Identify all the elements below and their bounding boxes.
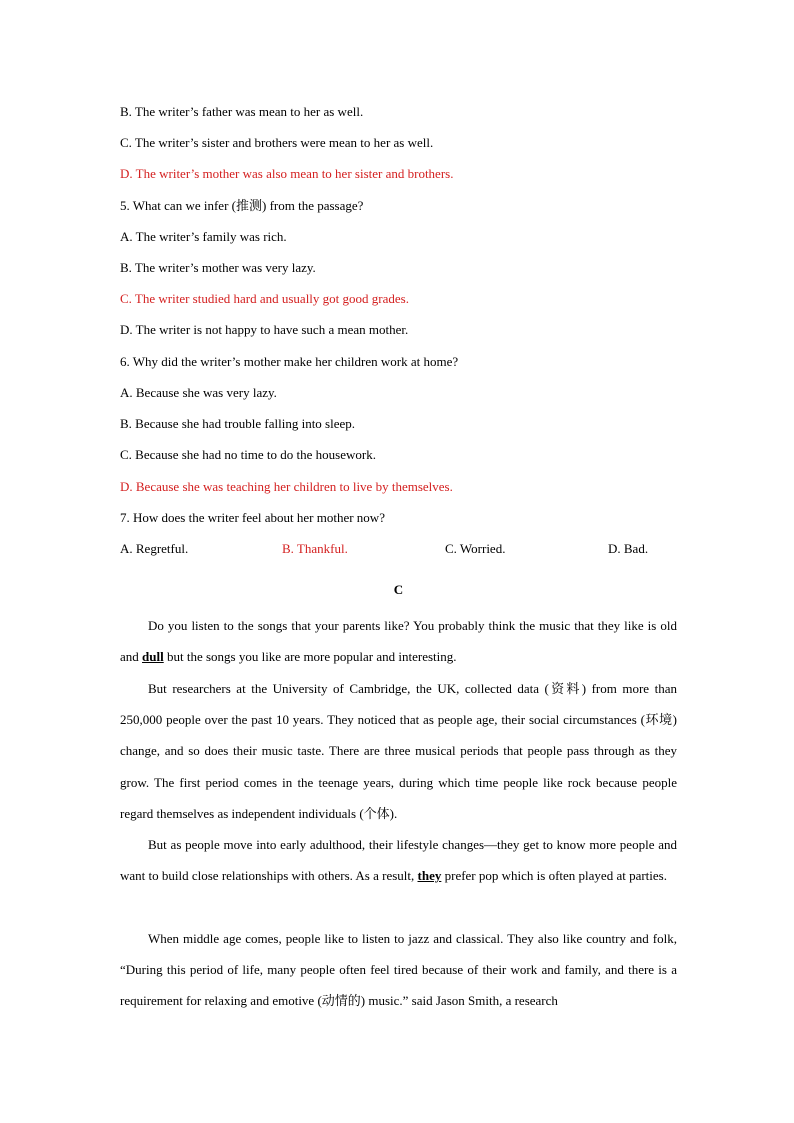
paragraph-1-text-end: but the songs you like are more popular and interesting. [163,649,457,665]
q5-question: 5. What can we infer (推测) from the passage? [120,198,364,213]
keyword-dull: dull [142,649,164,665]
q7-option-a: A. Regretful. [120,541,189,556]
q5-option-d: D. The writer is not happy to have such a mean mother. [120,322,409,337]
q4-option-d-answer: D. The writer’s mother was also mean to her sister and brothers. [120,166,454,181]
q7-question: 7. How does the writer feel about her mother now? [120,510,385,525]
paragraph-2: But researchers at the University of Cambridge, the UK, collected data (资料) from more than 250,000 people over the past 10 years. They noticed that as people age, their social circumstances (环境) change, and so does their music taste. There are three musical periods that people pass through as they grow. The first period comes in the teenage years, during which time people like rock because people regard themselves as independent individuals (个体). [120,681,677,821]
paragraph-4: When middle age comes, people like to listen to jazz and classical. They also like country and folk, “During this period of life, many people often feel tired because of their work and family, and there is a requirement for relaxing and emotive (动情的) music.” said Jason Smith, a research [120,931,677,1009]
section-title: C [393,582,404,597]
q6-option-b: B. Because she had trouble falling into sleep. [120,416,356,431]
paragraph-3 [120,829,677,891]
q5-option-c-answer: C. The writer studied hard and usually got good grades. [120,291,409,306]
paragraph-3-text-start: But as people move into early adulthood, their lifestyle changes—they get to know more people and want to build close relationships with others. As a result, [120,837,677,884]
q6-option-d-answer: D. Because she was teaching her children to live by themselves. [120,479,453,494]
q7-option-c: C. Worried. [445,541,506,556]
q7-option-d: D. Bad. [608,541,649,556]
q6-question: 6. Why did the writer’s mother make her children work at home? [120,354,459,369]
paragraph-1-text-start: Do you listen to the songs that your parents like? You probably think the music that they like is old and [120,618,677,665]
q5-option-b: B. The writer’s mother was very lazy. [120,260,316,275]
q5-option-a: A. The writer’s family was rich. [120,229,287,244]
paragraph-3-text-end: prefer pop which is often played at parties. [441,868,667,884]
q7-option-b-answer: B. Thankful. [282,541,348,556]
keyword-they: they [417,868,442,884]
q4-option-c: C. The writer’s sister and brothers were mean to her as well. [120,135,434,150]
paragraph-1 [120,610,677,672]
q6-option-c: C. Because she had no time to do the housework. [120,447,376,462]
q6-option-a: A. Because she was very lazy. [120,385,277,400]
q4-option-b: B. The writer’s father was mean to her as well. [120,104,364,119]
